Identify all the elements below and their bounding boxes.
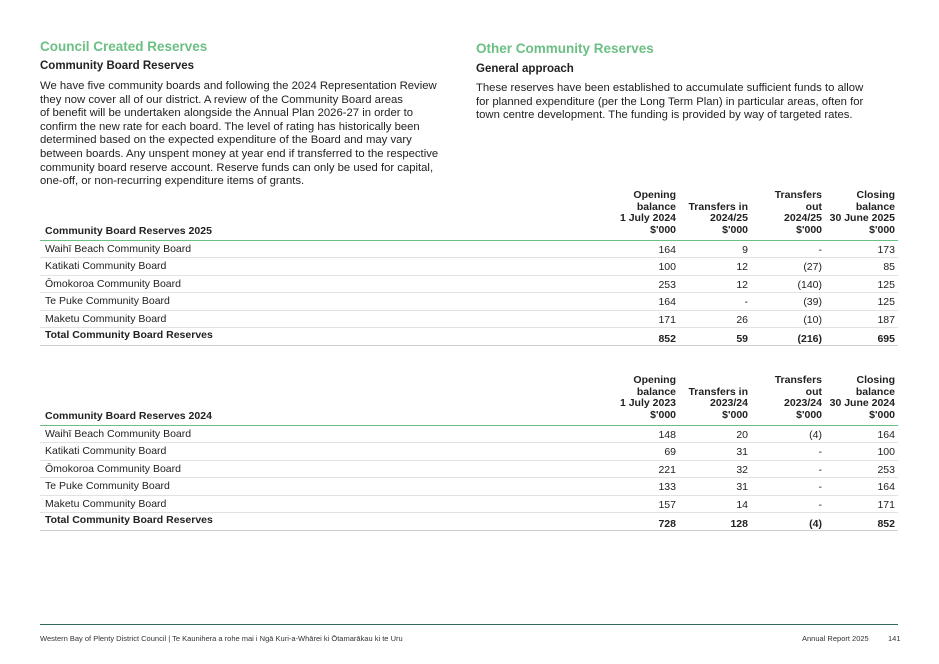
row-label: Katikati Community Board: [45, 260, 167, 273]
cell-transfers-in: 26: [736, 313, 748, 326]
column-header-transfers-out: Transfers out 2023/24 $'000: [774, 373, 822, 422]
row-label: Maketu Community Board: [45, 497, 167, 510]
cell-transfers-in: 12: [736, 278, 748, 291]
total-transfers-out: (216): [797, 332, 822, 345]
row-label: Katikati Community Board: [45, 445, 167, 458]
row-label: Waihī Beach Community Board: [45, 243, 192, 255]
row-label: Te Puke Community Board: [45, 480, 170, 493]
paragraph-line: of benefit will be undertaken alongside the Annual Plan 2026-27 in order to: [40, 107, 414, 120]
table-header: [40, 375, 898, 426]
total-transfers-in: 59: [736, 332, 748, 345]
cell-transfers-out: (4): [809, 429, 822, 441]
row-label: Ōmokoroa Community Board: [45, 462, 181, 475]
cell-opening: 164: [658, 296, 676, 309]
cell-transfers-out: (39): [803, 296, 822, 309]
paragraph-line: one-off, or non-recurring expenditure items of grants.: [40, 175, 305, 188]
table-row: [40, 276, 898, 293]
cell-transfers-out: -: [818, 446, 822, 459]
total-opening: 852: [658, 332, 676, 345]
cell-opening: 133: [658, 481, 676, 494]
table-total-row: [40, 328, 898, 346]
total-label: Total Community Board Reserves: [45, 513, 213, 526]
cell-closing: 125: [877, 296, 895, 309]
cell-closing: 171: [877, 498, 895, 511]
paragraph-line: community board reserve account. Reserve funds can only be used for capital,: [40, 161, 434, 174]
column-header-closing: Closing balance 30 June 2024 $'000: [829, 373, 895, 422]
reserves-table-2025: [40, 190, 898, 346]
table-row: [40, 478, 898, 495]
cell-opening: 221: [658, 463, 676, 476]
total-closing: 852: [877, 517, 895, 530]
cell-transfers-in: 12: [736, 261, 748, 274]
table-header: [40, 190, 898, 241]
table-row: [40, 311, 898, 328]
column-header-transfers-out: Transfers out 2024/25 $'000: [774, 188, 822, 237]
table-row: [40, 258, 898, 275]
cell-opening: 69: [664, 446, 676, 459]
cell-closing: 164: [877, 429, 895, 441]
table-row: [40, 241, 898, 258]
paragraph-line: they now cover all of our district. A review of the Community Board areas: [40, 93, 403, 106]
left-section-heading: Council Created Reserves: [40, 39, 208, 54]
column-header-transfers-in: Transfers in 2024/25 $'000: [688, 200, 748, 237]
paragraph-line: for planned expenditure (per the Long Term Plan) in particular areas, often for: [476, 95, 864, 108]
paragraph-line: We have five community boards and following the 2024 Representation Review: [40, 80, 437, 92]
column-header-opening: Opening balance 1 July 2023 $'000: [619, 373, 676, 422]
paragraph-line: These reserves have been established to accumulate sufficient funds to allow: [476, 82, 864, 94]
row-label: Maketu Community Board: [45, 312, 167, 325]
cell-transfers-in: 31: [736, 446, 748, 459]
right-subheading: General approach: [476, 63, 574, 75]
table-title: Community Board Reserves 2025: [45, 225, 212, 237]
cell-opening: 164: [658, 244, 676, 256]
cell-transfers-out: (27): [803, 261, 822, 274]
cell-closing: 164: [877, 481, 895, 494]
cell-opening: 100: [658, 261, 676, 274]
cell-transfers-in: 31: [736, 481, 748, 494]
total-transfers-in: 128: [730, 517, 748, 530]
cell-transfers-in: 20: [736, 429, 748, 441]
cell-transfers-out: -: [818, 481, 822, 494]
total-opening: 728: [658, 517, 676, 530]
cell-transfers-out: -: [818, 463, 822, 476]
cell-transfers-in: -: [744, 296, 748, 309]
right-paragraph: [476, 82, 906, 123]
footer-divider: [40, 624, 898, 625]
cell-opening: 253: [658, 278, 676, 291]
left-paragraph: [40, 80, 470, 189]
total-transfers-out: (4): [809, 517, 822, 530]
cell-closing: 85: [883, 261, 895, 274]
cell-transfers-in: 32: [736, 463, 748, 476]
cell-opening: 157: [658, 498, 676, 511]
cell-closing: 125: [877, 278, 895, 291]
page-number: 141: [888, 634, 901, 643]
column-header-opening: Opening balance 1 July 2024 $'000: [619, 188, 676, 237]
total-label: Total Community Board Reserves: [45, 328, 213, 341]
cell-transfers-out: (140): [797, 278, 822, 291]
cell-closing: 187: [877, 313, 895, 326]
cell-closing: 253: [877, 463, 895, 476]
reserves-table-2024: [40, 375, 898, 531]
table-row: [40, 496, 898, 513]
cell-transfers-out: -: [818, 498, 822, 511]
column-header-transfers-in: Transfers in 2023/24 $'000: [688, 385, 748, 422]
cell-opening: 148: [658, 429, 676, 441]
footer-report-title: Annual Report 2025: [802, 634, 869, 643]
paragraph-line: town centre development. The funding is provided by way of targeted rates.: [476, 109, 853, 122]
row-label: Waihī Beach Community Board: [45, 428, 192, 440]
table-row: [40, 426, 898, 443]
paragraph-line: determined based on the expected expenditure of the Board and may vary: [40, 134, 412, 147]
total-closing: 695: [877, 332, 895, 345]
cell-closing: 173: [877, 244, 895, 256]
column-header-closing: Closing balance 30 June 2025 $'000: [829, 188, 895, 237]
table-title: Community Board Reserves 2024: [45, 410, 212, 422]
footer-organisation: Western Bay of Plenty District Council | Te Kaunihera a rohe mai i Ngā Kuri-a-Whārei ki Ōtamarākau ki te Uru: [40, 634, 403, 643]
cell-transfers-in: 9: [742, 244, 748, 256]
table-total-row: [40, 513, 898, 531]
paragraph-line: between boards. Any unspent money at year end if transferred to the respective: [40, 147, 439, 160]
table-row: [40, 461, 898, 478]
paragraph-line: confirm the new rate for each board. The level of rating has historically been: [40, 120, 420, 133]
cell-transfers-out: -: [818, 244, 822, 256]
row-label: Ōmokoroa Community Board: [45, 277, 181, 290]
table-row: [40, 293, 898, 310]
cell-opening: 171: [658, 313, 676, 326]
left-subheading: Community Board Reserves: [40, 60, 195, 72]
table-row: [40, 443, 898, 460]
right-section-heading: Other Community Reserves: [476, 41, 654, 56]
row-label: Te Puke Community Board: [45, 295, 170, 308]
cell-transfers-out: (10): [803, 313, 822, 326]
cell-transfers-in: 14: [736, 498, 748, 511]
cell-closing: 100: [877, 446, 895, 459]
